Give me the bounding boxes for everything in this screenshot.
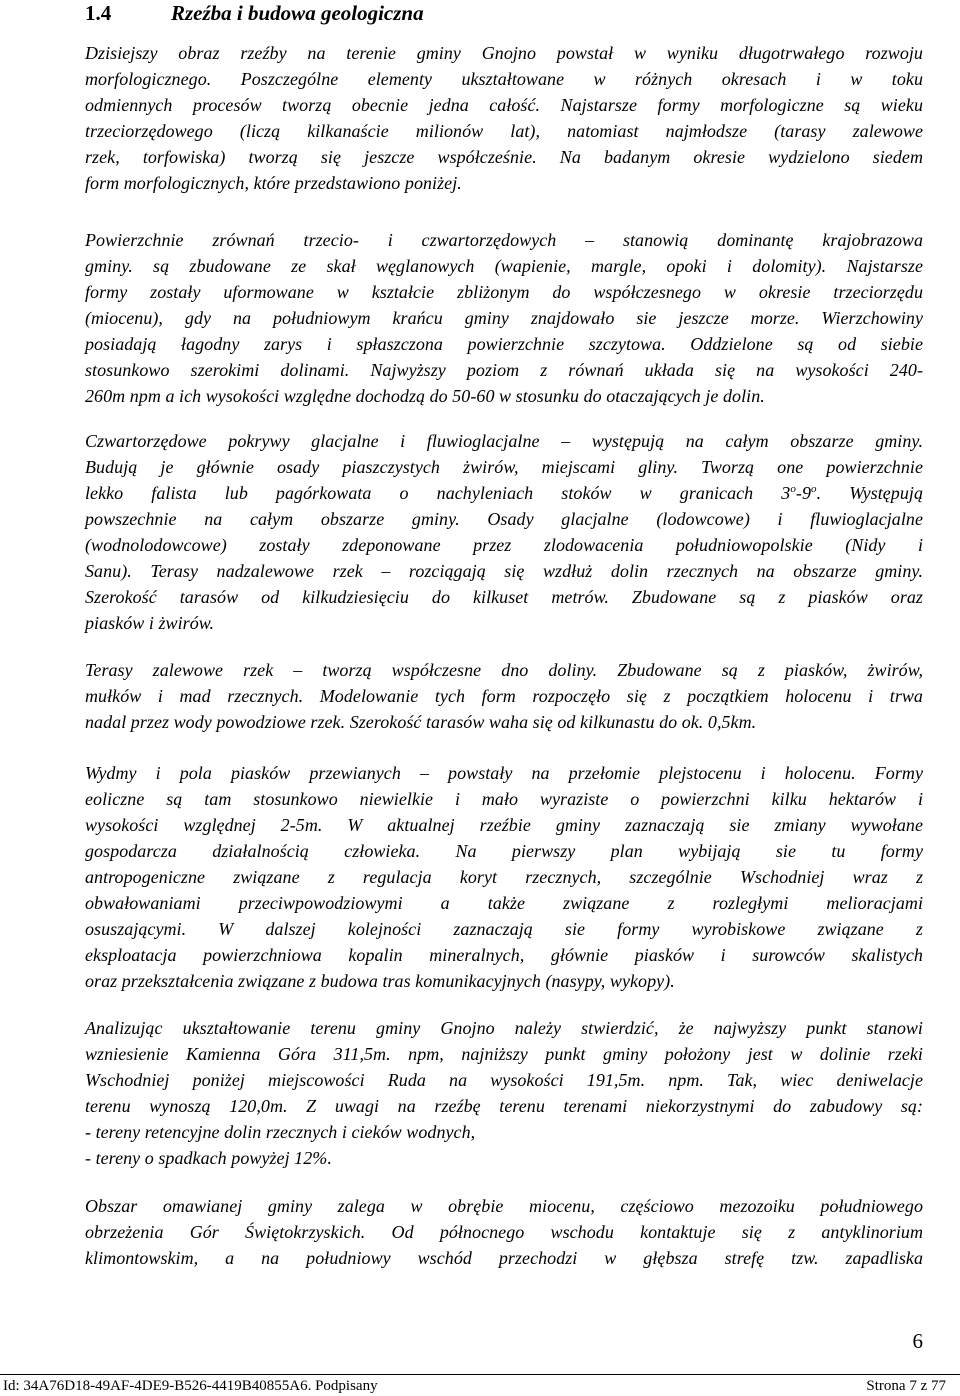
footer-document-id: Id: 34A76D18-49AF-4DE9-B526-4419B40855A6. Podpisany [3, 1378, 378, 1394]
text-line: morfologicznego. Poszczególne elementy ukształtowane w różnych okresach i w toku [85, 69, 923, 89]
text-line: Powierzchnie zrównań trzecio- i czwartorzędowych – stanowią dominantę krajobrazowa [85, 230, 923, 250]
list-item: - tereny retencyjne dolin rzecznych i cieków wodnych, [85, 1122, 476, 1142]
text-line: Sanu). Terasy nadzalewowe rzek – rozciągają się wzdłuż dolin rzecznych na obszarze gminy. [85, 561, 923, 581]
text-line: Wydmy i pola piasków przewianych – powstały na przełomie plejstocenu i holocenu. Formy [85, 763, 923, 783]
text-line: mułków i mad rzecznych. Modelowanie tych form rozpoczęło się z początkiem holocenu i trwa [85, 686, 923, 706]
text-line: obwałowaniami przeciwpowodziowymi a także związane z rozległymi melioracjami [85, 893, 923, 913]
text-line: wysokości względnej 2-5m. W aktualnej rzeźbie gminy zaznaczają sie zmiany wywołane [85, 815, 923, 835]
paragraph-glacial-cover [85, 428, 923, 636]
text-line: formy zostały uformowane w kształcie zbliżonym do współczesnego w okresie trzeciorzędu [85, 282, 923, 302]
text-line: piasków i żwirów. [85, 613, 215, 633]
footer-page-indicator: Strona 7 z 77 [866, 1378, 946, 1394]
footer-divider [0, 1374, 960, 1375]
text-line: (wodnolodowcowe) zostały zdeponowane przez zlodowacenia południowopolskie (Nidy i [85, 535, 923, 555]
text-line: oraz przekształcenia związane z budowa tras komunikacyjnych (nasypy, wykopy). [85, 971, 675, 991]
text-line: Analizując ukształtowanie terenu gminy Gnojno należy stwierdzić, że najwyższy punkt stanowi [85, 1018, 923, 1038]
text-line: terenu wynoszą 120,0m. Z uwagi na rzeźbę terenu terenami niekorzystnymi do zabudowy są: [85, 1096, 923, 1116]
text-line: eoliczne są tam stosunkowo niewielkie i mało wyraziste o powierzchni kilku hektarów i [85, 789, 923, 809]
text-line: powszechnie na całym obszarze gminy. Osady glacjalne (lodowcowe) i fluwioglacjalne [85, 509, 923, 529]
text-line: gminy. są zbudowane ze skał węglanowych (wapienie, margle, opoki i dolomity). Najstarsze [85, 256, 923, 276]
text-line: Obszar omawianej gminy zalega w obrębie miocenu, częściowo mezozoiku południowego [85, 1196, 923, 1216]
list-item: - tereny o spadkach powyżej 12%. [85, 1148, 332, 1168]
text-line: Terasy zalewowe rzek – tworzą współczesne dno doliny. Zbudowane są z piasków, żwirów, [85, 660, 923, 680]
text-line: Wschodniej poniżej miejscowości Ruda na wysokości 191,5m. npm. Tak, wiec deniwelacje [85, 1070, 923, 1090]
text-line: nadal przez wody powodziowe rzek. Szerokość tarasów waha się od kilkunastu do ok. 0,5km. [85, 712, 757, 732]
section-number: 1.4 [85, 1, 112, 25]
text-line: rzek, torfowiska) tworzą się jeszcze współcześnie. Na badanym okresie wydzielono siedem [85, 147, 923, 167]
text-line: 260m npm a ich wysokości względne dochodzą do 50-60 w stosunku do otaczających je dolin. [85, 386, 765, 406]
page-number: 6 [912, 1329, 923, 1353]
paragraph-elevation-summary [85, 1015, 923, 1171]
text-line: posiadają łagodny zarys i spłaszczona powierzchnie szczytowa. Oddzielone są od siebie [85, 334, 923, 354]
paragraph-intro [85, 40, 923, 196]
paragraph-dunes [85, 760, 923, 994]
text-line: Czwartorzędowe pokrywy glacjalne i fluwioglacjalne – występują na całym obszarze gminy. [85, 431, 923, 451]
text-line: Szerokość tarasów od kilkudziesięciu do kilkuset metrów. Zbudowane są z piasków oraz [85, 587, 923, 607]
text-line: stosunkowo szerokimi dolinami. Najwyższy poziom z równań układa się na wysokości 240- [85, 360, 923, 380]
paragraph-plateaus [85, 227, 923, 409]
text-line: Budują je głównie osady piaszczystych żwirów, miejscami gliny. Tworzą one powierzchnie [85, 457, 923, 477]
text-line: Dzisiejszy obraz rzeźby na terenie gminy Gnojno powstał w wyniku długotrwałego rozwoju [85, 43, 923, 63]
text-line: osuszającymi. W dalszej kolejności zaznaczają sie formy wyrobiskowe związane z [85, 919, 923, 939]
text-line: trzeciorzędowego (liczą kilkanaście milionów lat), natomiast najmłodsze (tarasy zalewowe [85, 121, 923, 141]
text-line: eksploatacja powierzchniowa kopalin mineralnych, głównie piasków i surowców skalistych [85, 945, 923, 965]
text-line: odmiennych procesów tworzą obecnie jedna całość. Najstarsze formy morfologiczne są wieku [85, 95, 923, 115]
text-line: wzniesienie Kamienna Góra 311,5m. npm, najniższy punkt gminy położony jest w dolinie rzeki [85, 1044, 923, 1064]
text-line: klimontowskim, a na południowy wschód przechodzi w głębsza strefę tzw. zapadliska [85, 1248, 923, 1268]
section-title: Rzeźba i budowa geologiczna [171, 1, 424, 25]
text-line: obrzeżenia Gór Świętokrzyskich. Od północnego wschodu kontaktuje się z antyklinorium [85, 1222, 923, 1242]
text-line: form morfologicznych, które przedstawiono poniżej. [85, 173, 462, 193]
text-line: lekko falista lub pagórkowata o nachyleniach stoków w granicach 3$^o$-9$^o$. Występują [85, 483, 923, 503]
text-line: antropogeniczne związane z regulacja koryt rzecznych, szczególnie Wschodniej wraz z [85, 867, 923, 887]
text-line: gospodarcza działalnością człowieka. Na pierwszy plan wybijają sie tu formy [85, 841, 923, 861]
section-heading [85, 0, 424, 28]
paragraph-geology [85, 1193, 923, 1271]
paragraph-floodplain-terraces [85, 657, 923, 735]
text-line: (miocenu), gdy na południowym krańcu gminy znajdowało sie jeszcze morze. Wierzchowiny [85, 308, 923, 328]
